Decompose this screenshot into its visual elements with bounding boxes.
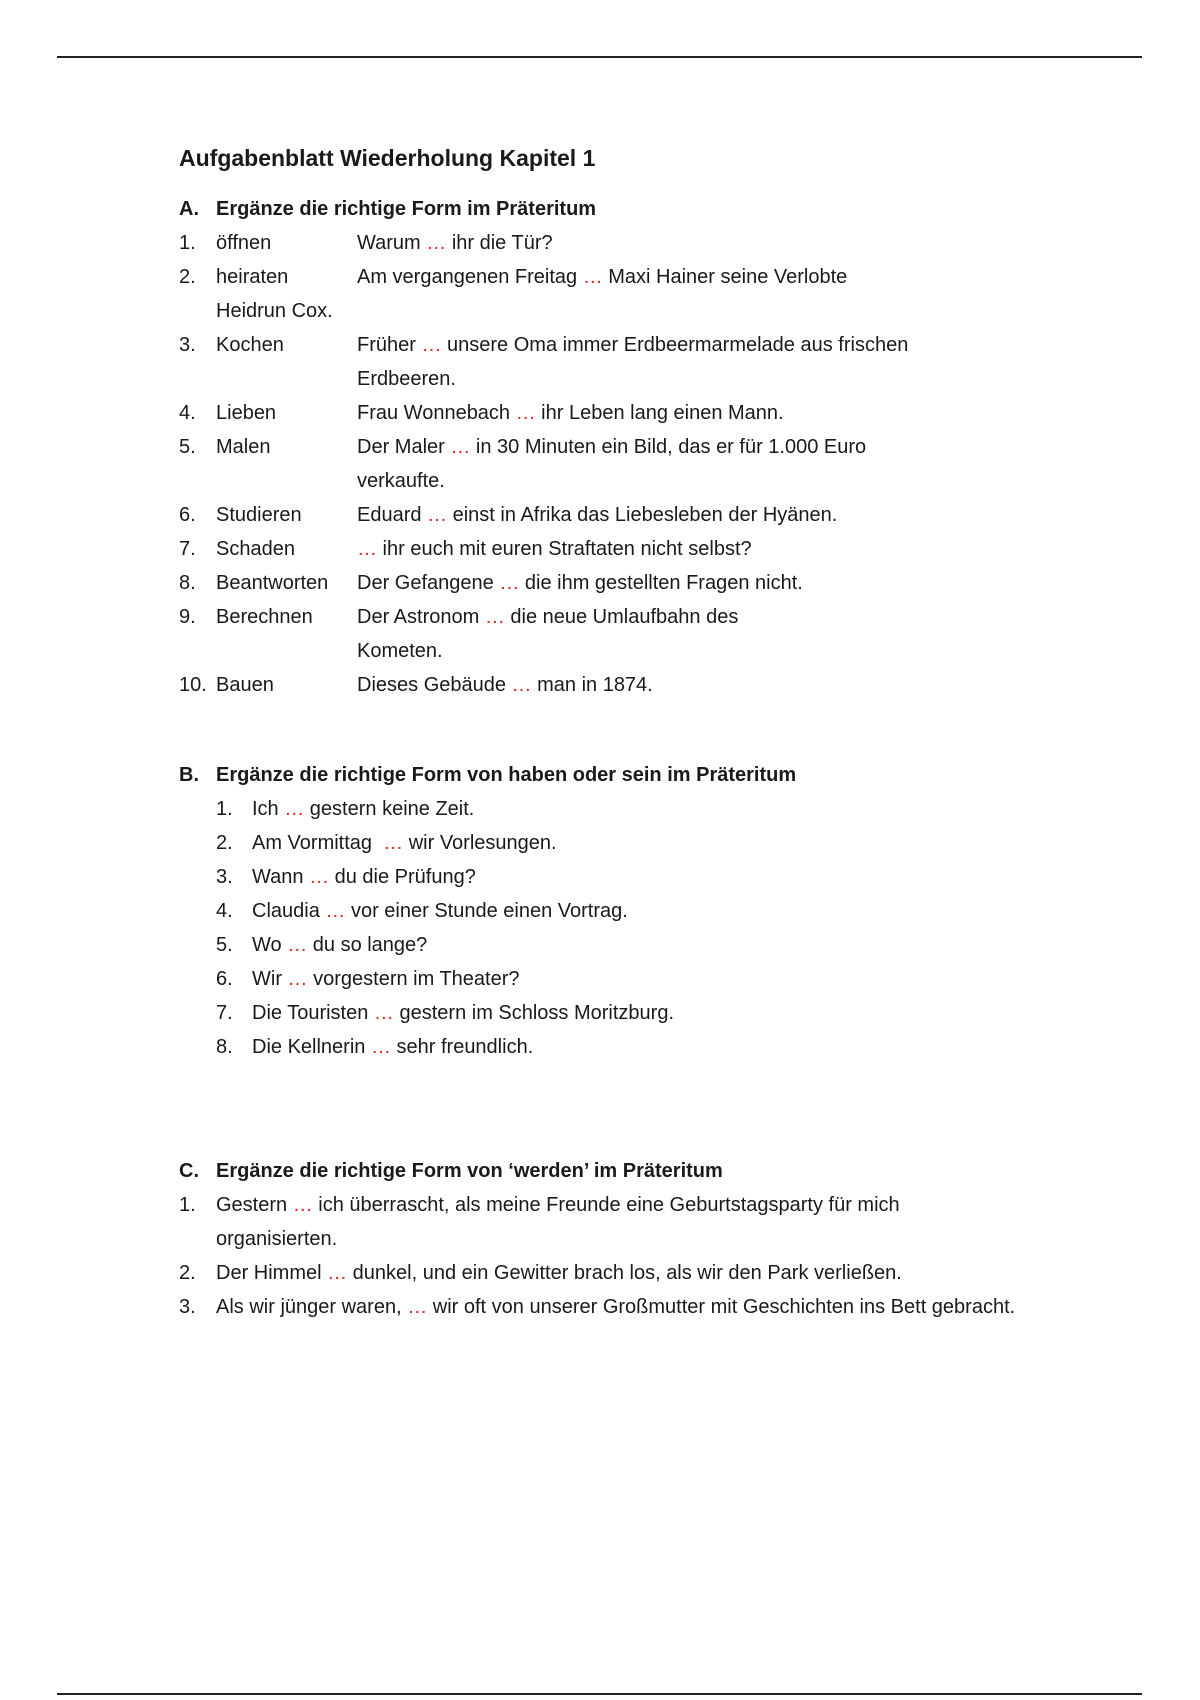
item-sentence-continuation: Heidrun Cox. bbox=[216, 300, 333, 322]
blank-gap: … bbox=[284, 798, 305, 820]
item-sentence: Frau Wonnebach … ihr Leben lang einen Mann. bbox=[357, 402, 784, 424]
blank-gap: … bbox=[515, 402, 536, 424]
item-verb: heiraten bbox=[216, 266, 289, 288]
item-sentence: Am vergangenen Freitag … Maxi Hainer seine Verlobte bbox=[357, 266, 848, 288]
section-a-letter: A. bbox=[179, 198, 199, 220]
item-number: 3. bbox=[179, 1296, 196, 1318]
exercise-a-item bbox=[179, 600, 1059, 668]
top-rule bbox=[57, 56, 1142, 58]
item-sentence: Wir … vorgestern im Theater? bbox=[252, 968, 520, 990]
blank-gap: … bbox=[370, 1036, 391, 1058]
section-a-heading-text: Ergänze die richtige Form im Präteritum bbox=[216, 198, 597, 220]
item-verb: Lieben bbox=[216, 402, 277, 424]
blank-gap: … bbox=[357, 538, 377, 560]
worksheet bbox=[179, 145, 1059, 1324]
item-number: 4. bbox=[216, 900, 233, 922]
blank-gap: … bbox=[292, 1194, 313, 1216]
exercise-a-item bbox=[179, 532, 1059, 566]
bottom-rule bbox=[57, 1693, 1142, 1695]
exercise-a-item bbox=[179, 328, 1059, 396]
blank-gap: … bbox=[373, 1002, 394, 1024]
page-title: Aufgabenblatt Wiederholung Kapitel 1 bbox=[179, 145, 596, 171]
exercise-a-item bbox=[179, 498, 1059, 532]
item-number: 4. bbox=[179, 402, 196, 424]
item-sentence: Die Touristen … gestern im Schloss Moritzburg. bbox=[252, 1002, 675, 1024]
item-sentence: Der Himmel … dunkel, und ein Gewitter brach los, als wir den Park verließen. bbox=[216, 1262, 902, 1284]
item-verb: Bauen bbox=[216, 674, 274, 696]
item-number: 6. bbox=[216, 968, 233, 990]
item-number: 8. bbox=[216, 1036, 233, 1058]
section-a bbox=[179, 192, 1059, 702]
item-sentence: Der Gefangene … die ihm gestellten Fragen nicht. bbox=[357, 572, 803, 594]
item-sentence: Der Astronom … die neue Umlaufbahn des Kometen. bbox=[357, 606, 739, 662]
blank-gap: … bbox=[582, 266, 603, 288]
item-number: 2. bbox=[179, 266, 196, 288]
section-b-letter: B. bbox=[179, 764, 199, 786]
item-sentence: Als wir jünger waren, … wir oft von unserer Großmutter mit Geschichten ins Bett gebracht. bbox=[216, 1296, 1016, 1318]
item-sentence: Dieses Gebäude … man in 1874. bbox=[357, 674, 653, 696]
blank-gap: … bbox=[426, 232, 447, 254]
exercise-a-item bbox=[179, 566, 1059, 600]
exercise-a-item bbox=[179, 226, 1059, 260]
item-number: 8. bbox=[179, 572, 196, 594]
item-sentence: Die Kellnerin … sehr freundlich. bbox=[252, 1036, 534, 1058]
item-verb: Kochen bbox=[216, 334, 284, 356]
blank-gap: … bbox=[511, 674, 532, 696]
blank-gap: … bbox=[499, 572, 520, 594]
item-verb: Schaden bbox=[216, 538, 295, 560]
exercise-c-item bbox=[179, 1290, 1059, 1324]
item-sentence: Eduard … einst in Afrika das Liebesleben der Hyänen. bbox=[357, 504, 838, 526]
item-verb: Studieren bbox=[216, 504, 302, 526]
item-sentence: Gestern … ich überrascht, als meine Freunde eine Geburtstagsparty für mich organisierten. bbox=[216, 1194, 900, 1250]
blank-gap: … bbox=[287, 934, 308, 956]
section-a-heading bbox=[179, 192, 1059, 226]
item-verb: Malen bbox=[216, 436, 271, 458]
section-b-heading-text: Ergänze die richtige Form von haben oder sein im Präteritum bbox=[216, 764, 797, 786]
item-number: 6. bbox=[179, 504, 196, 526]
item-sentence: Wann … du die Prüfung? bbox=[252, 866, 476, 888]
item-number: 1. bbox=[179, 232, 196, 254]
blank-gap: … bbox=[450, 436, 471, 458]
blank-gap: … bbox=[421, 334, 442, 356]
exercise-b-item bbox=[179, 792, 1059, 826]
blank-gap: … bbox=[383, 832, 404, 854]
item-number: 9. bbox=[179, 606, 196, 628]
blank-gap: … bbox=[325, 900, 346, 922]
item-sentence: Claudia … vor einer Stunde einen Vortrag. bbox=[252, 900, 628, 922]
section-c-heading-text: Ergänze die richtige Form von ‘werden’ im Präteritum bbox=[216, 1160, 723, 1182]
item-sentence: Ich … gestern keine Zeit. bbox=[252, 798, 475, 820]
item-sentence: Am Vormittag … wir Vorlesungen. bbox=[252, 832, 557, 854]
section-c-letter: C. bbox=[179, 1160, 199, 1182]
section-b-heading bbox=[179, 758, 1059, 792]
exercise-a-item bbox=[179, 260, 1059, 294]
item-number: 1. bbox=[179, 1194, 196, 1216]
item-number: 3. bbox=[216, 866, 233, 888]
item-sentence: Früher … unsere Oma immer Erdbeermarmelade aus frischen Erdbeeren. bbox=[357, 334, 909, 390]
section-c-heading bbox=[179, 1154, 1059, 1188]
exercise-b-item bbox=[179, 1030, 1059, 1064]
item-verb: Beantworten bbox=[216, 572, 329, 594]
exercise-b-item bbox=[179, 860, 1059, 894]
exercise-b-item bbox=[179, 894, 1059, 928]
exercise-b-item bbox=[179, 928, 1059, 962]
blank-gap: … bbox=[407, 1296, 428, 1318]
item-sentence: Warum … ihr die Tür? bbox=[357, 232, 553, 254]
item-number: 5. bbox=[216, 934, 233, 956]
item-sentence: … ihr euch mit euren Straftaten nicht selbst? bbox=[357, 538, 752, 560]
item-verb: Berechnen bbox=[216, 606, 313, 628]
blank-gap: … bbox=[427, 504, 448, 526]
exercise-c-item bbox=[179, 1256, 1059, 1290]
item-sentence: Wo … du so lange? bbox=[252, 934, 428, 956]
item-number: 7. bbox=[216, 1002, 233, 1024]
exercise-b-item bbox=[179, 826, 1059, 860]
section-b bbox=[179, 758, 1059, 1064]
section-c bbox=[179, 1154, 1059, 1324]
item-number: 2. bbox=[179, 1262, 196, 1284]
exercise-b-item bbox=[179, 996, 1059, 1030]
item-number: 2. bbox=[216, 832, 233, 854]
exercise-a-item bbox=[179, 430, 1059, 498]
exercise-a-item bbox=[179, 668, 1059, 702]
blank-gap: … bbox=[309, 866, 330, 888]
blank-gap: … bbox=[287, 968, 308, 990]
exercise-a-item-continuation bbox=[179, 294, 1059, 328]
blank-gap: … bbox=[327, 1262, 348, 1284]
item-number: 5. bbox=[179, 436, 196, 458]
item-number: 1. bbox=[216, 798, 233, 820]
item-number: 7. bbox=[179, 538, 196, 560]
item-sentence: Der Maler … in 30 Minuten ein Bild, das er für 1.000 Euro verkaufte. bbox=[357, 436, 867, 492]
blank-gap: … bbox=[484, 606, 505, 628]
exercise-c-item bbox=[179, 1188, 1059, 1256]
exercise-b-item bbox=[179, 962, 1059, 996]
item-verb: öffnen bbox=[216, 232, 272, 254]
item-number: 3. bbox=[179, 334, 196, 356]
exercise-a-item bbox=[179, 396, 1059, 430]
item-number: 10. bbox=[179, 674, 207, 696]
